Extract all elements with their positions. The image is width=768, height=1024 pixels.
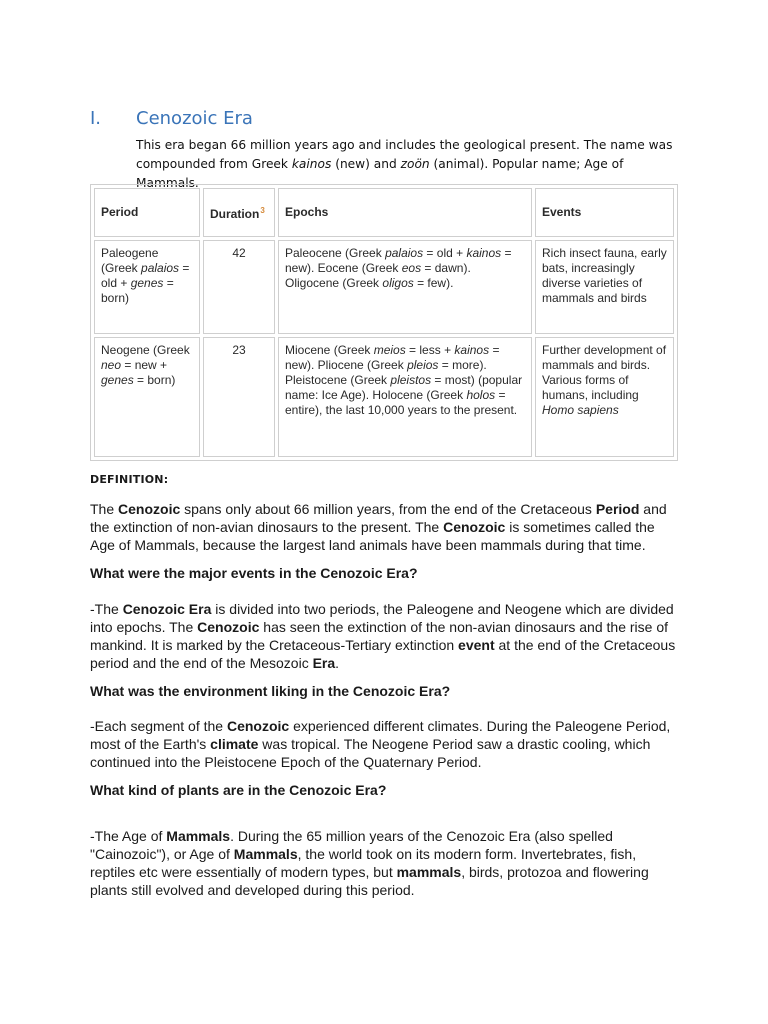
answer-major-events: -The Cenozoic Era is divided into two periods, the Paleogene and Neogene which are divided into epochs. The Cenozoic has seen the extinction of the non-avian dinosaurs and the rise of mankind. It is marked by the Cretaceous-Tertiary extinction event at the end of the Cretaceous period and the end of the Mesozoic Era.	[90, 601, 676, 671]
question-environment: What was the environment liking in the Cenozoic Era?	[90, 683, 451, 699]
period-cell: Neogene (Greek neo = new + genes = born)	[94, 337, 200, 457]
header-duration	[203, 188, 275, 237]
question-plants: What kind of plants are in the Cenozoic Era?	[90, 782, 387, 798]
intro-text: This era began 66 million years ago and includes the geological present. The name was compounded from Greek	[136, 138, 673, 171]
epochs-cell: Miocene (Greek meios = less + kainos = new). Pliocene (Greek pleios = more). Pleistocene (Greek pleistos = most) (popular name: Ice Age). Holocene (Greek holos = entire), the last 10,000 years to the present.	[278, 337, 532, 457]
header-period: Period	[94, 188, 200, 237]
question-major-events: What were the major events in the Cenozoic Era?	[90, 565, 418, 581]
definition-label: DEFINITION:	[90, 473, 169, 486]
intro-text: (animal). Popular name; Age of Mammals.	[136, 157, 624, 190]
footnote-marker[interactable]: 3	[260, 206, 265, 215]
events-cell: Further development of mammals and birds. Various forms of humans, including Homo sapiens	[535, 337, 674, 457]
answer-environment: -Each segment of the Cenozoic experienced different climates. During the Paleogene Period, most of the Earth's climate was tropical. The Neogene Period saw a drastic cooling, which continued into the Pleistocene Epoch of the Quaternary Period.	[90, 718, 671, 770]
duration-cell: 23	[203, 337, 275, 457]
header-epochs: Epochs	[278, 188, 532, 237]
table-header-row	[94, 188, 674, 237]
epochs-cell: Paleocene (Greek palaios = old + kainos = new). Eocene (Greek eos = dawn). Oligocene (Greek oligos = few).	[278, 240, 532, 334]
section-number: I.	[90, 108, 102, 129]
definition-paragraph: The Cenozoic spans only about 66 million years, from the end of the Cretaceous Period and the extinction of non-avian dinosaurs to the present. The Cenozoic is sometimes called the Age of Mammals, because the largest land animals have been mammals during that time.	[90, 501, 667, 553]
intro-term-zoon: zoön	[400, 157, 430, 171]
table-row	[94, 240, 674, 334]
events-cell: Rich insect fauna, early bats, increasingly diverse varieties of mammals and birds	[535, 240, 674, 334]
table-row	[94, 337, 674, 457]
header-duration-label: Duration	[210, 207, 260, 221]
intro-text: (new) and	[331, 157, 401, 171]
section-heading	[90, 108, 253, 129]
period-cell: Paleogene (Greek palaios = old + genes = born)	[94, 240, 200, 334]
duration-cell: 42	[203, 240, 275, 334]
intro-term-kainos: kainos	[291, 157, 332, 171]
section-title: Cenozoic Era	[136, 108, 253, 129]
header-events: Events	[535, 188, 674, 237]
answer-plants: -The Age of Mammals. During the 65 million years of the Cenozoic Era (also spelled "Cainozoic"), or Age of Mammals, the world took on its modern form. Invertebrates, fish, reptiles etc were essentially of modern types, but mammals, birds, protozoa and flowering plants still evolved and developed during this period.	[90, 828, 649, 898]
era-table	[90, 184, 678, 461]
